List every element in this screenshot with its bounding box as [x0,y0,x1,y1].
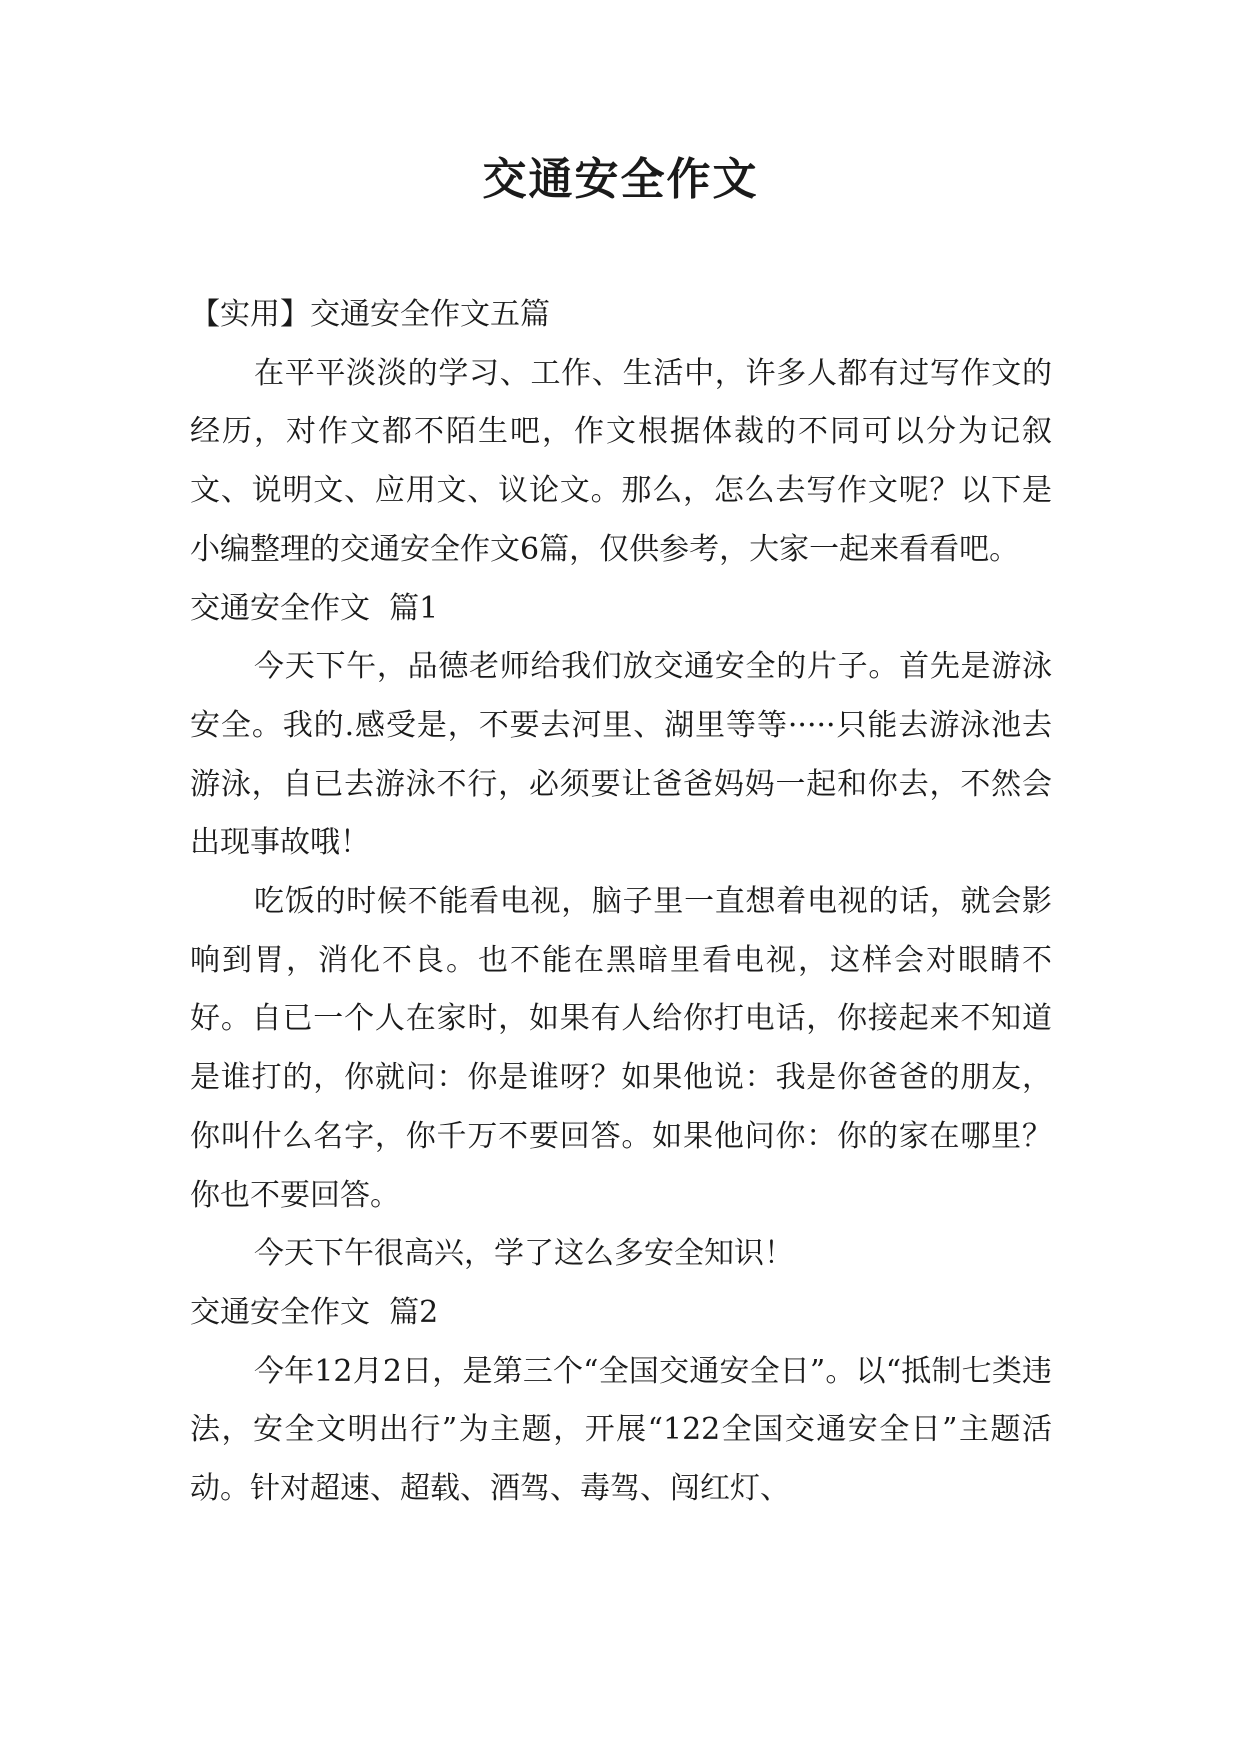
essay-1-paragraph: 吃饭的时候不能看电视，脑子里一直想着电视的话，就会影响到胃，消化不良。也不能在黑暗里看电视，这样会对眼睛不好。自已一个人在家时，如果有人给你打电话，你接起来不知道是谁打的，你就问：你是谁呀？如果他说：我是你爸爸的朋友，你叫什么名字，你千万不要回答。如果他问你：你的家在哪里？你也不要回答。 [190,884,1052,1213]
intro-paragraph: 在平平淡淡的学习、工作、生活中，许多人都有过写作文的经历，对作文都不陌生吧，作文根据体裁的不同可以分为记叙文、说明文、应用文、议论文。那么，怎么去写作文呢？以下是小编整理的交通安全作文6篇，仅供参考，大家一起来看看吧。 [190,355,1052,567]
document-body [190,286,1052,1519]
essay-1-paragraph: 今天下午很高兴，学了这么多安全知识！ [254,1236,794,1272]
essay-2-heading: 交通安全作文 篇2 [190,1294,439,1330]
essay-1-paragraph: 今天下午，品德老师给我们放交通安全的片子。首先是游泳安全。我的.感受是，不要去河里、湖里等等·····只能去游泳池去游泳，自已去游泳不行，必须要让爸爸妈妈一起和你去，不然会出现事故哦！ [190,649,1052,861]
document-subtitle: 【实用】交通安全作文五篇 [190,297,550,332]
essay-1-heading: 交通安全作文 篇1 [190,590,439,626]
document-title: 交通安全作文 [482,154,759,205]
essay-2-paragraph: 今年12月2日，是第三个“全国交通安全日”。以“抵制七类违法，安全文明出行”为主题，开展“122全国交通安全日”主题活动。针对超速、超载、酒驾、毒驾、闯红灯、 [190,1353,1052,1507]
